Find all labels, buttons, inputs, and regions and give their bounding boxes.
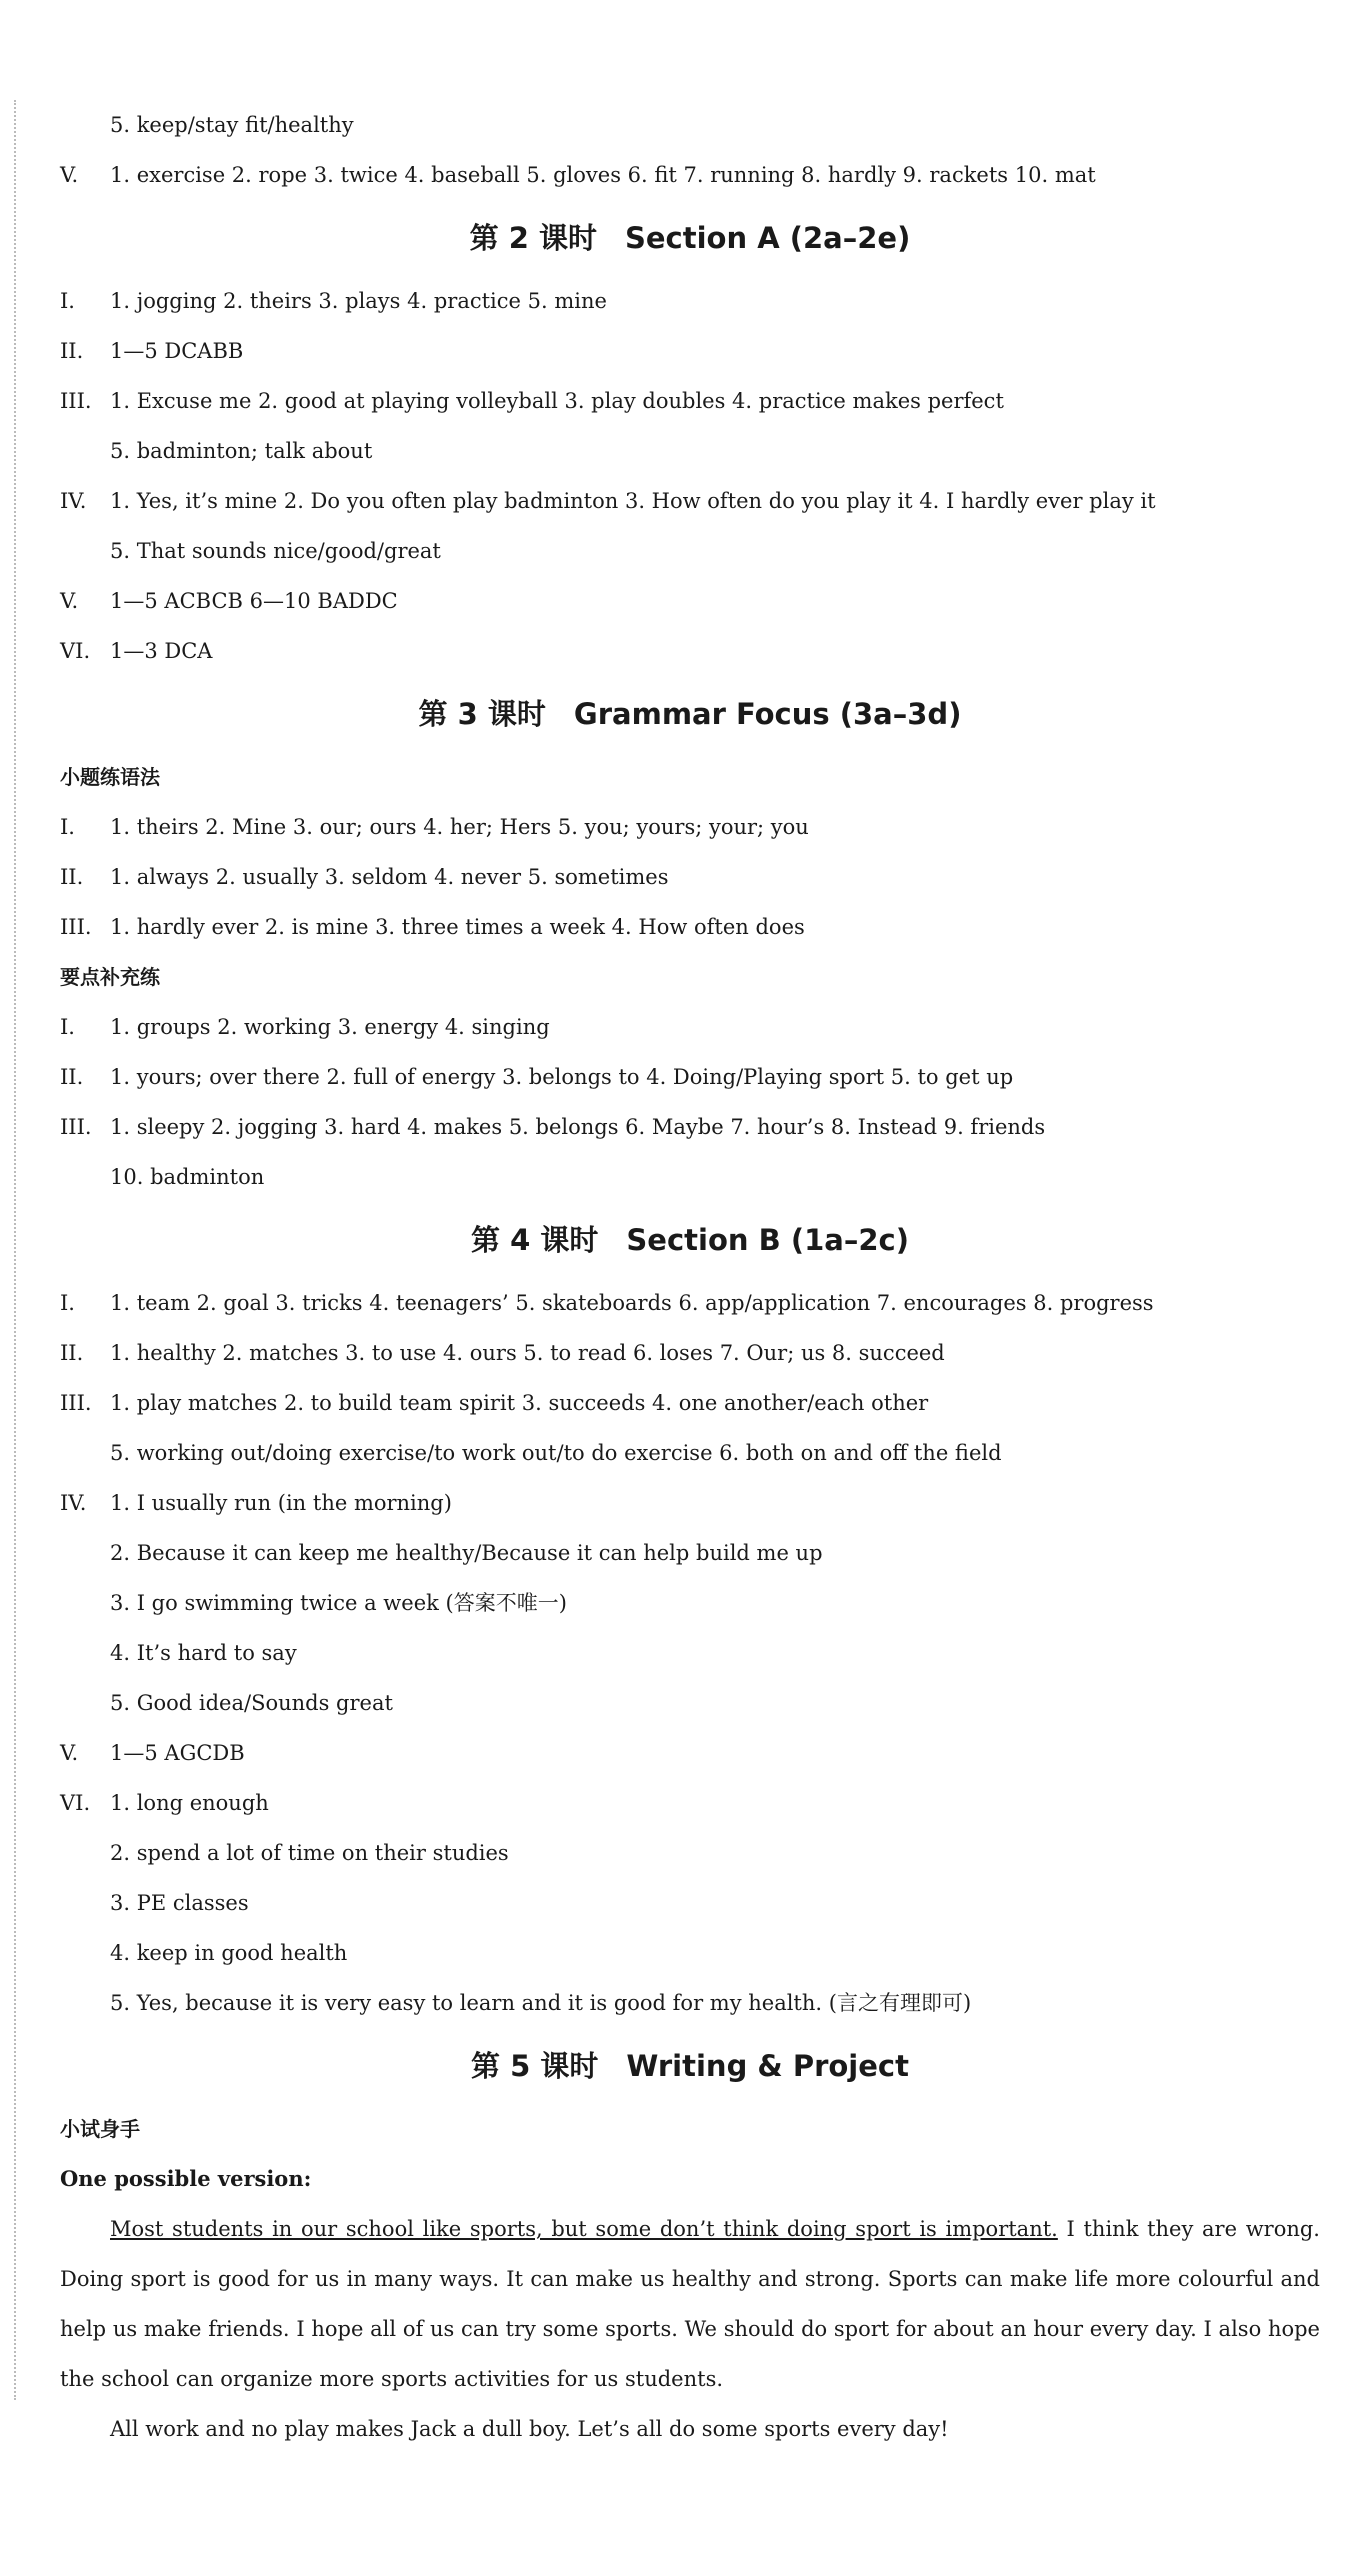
underlined-sentence: Most students in our school like sports, but some don’t think doing sport is important. (110, 2217, 1058, 2241)
answer-line (60, 1328, 1320, 1378)
roman-numeral: II. (60, 339, 84, 363)
lesson-number: 第 4 课时 (471, 1223, 599, 1257)
answer-text: 1. groups 2. working 3. energy 4. singing (110, 1015, 550, 1039)
answer-line: 5. Yes, because it is very easy to learn and it is good for my health. (言之有理即可) (110, 1991, 972, 2015)
answer-line (60, 276, 1320, 326)
lesson-title: Writing & Project (626, 2049, 909, 2083)
version-label: One possible version: (60, 2166, 312, 2191)
answer-line: 4. keep in good health (110, 1941, 348, 1965)
answer-line (60, 1278, 1320, 1328)
roman-numeral: III. (60, 1115, 92, 1139)
roman-numeral: IV. (60, 1491, 87, 1515)
roman-numeral: I. (60, 1015, 75, 1039)
answer-text: 1. team 2. goal 3. tricks 4. teenagers’ 5. skateboards 6. app/application 7. encourages 8. progress (110, 1291, 1154, 1315)
answer-line (60, 852, 1320, 902)
answer-page (60, 100, 1320, 2454)
left-margin-rule (14, 100, 16, 2400)
lesson-3-heading (60, 676, 1320, 752)
lesson-title: Grammar Focus (3a–3d) (573, 697, 962, 731)
answer-text: 1. I usually run (in the morning) (110, 1491, 452, 1515)
answer-text: 1. theirs 2. Mine 3. our; ours 4. her; Hers 5. you; yours; your; you (110, 815, 809, 839)
answer-text: 1—5 ACBCB 6—10 BADDC (110, 589, 398, 613)
lesson-number: 第 5 课时 (471, 2049, 599, 2083)
answer-line: 4. It’s hard to say (110, 1641, 297, 1665)
answer-text: 1. jogging 2. theirs 3. plays 4. practice 5. mine (110, 289, 607, 313)
answer-text: 1. yours; over there 2. full of energy 3. belongs to 4. Doing/Playing sport 5. to get up (110, 1065, 1014, 1089)
subsection-title: 小题练语法 (60, 765, 160, 789)
roman-numeral: II. (60, 1341, 84, 1365)
roman-numeral: I. (60, 1291, 75, 1315)
answer-line: 3. I go swimming twice a week (答案不唯一) (110, 1591, 567, 1615)
roman-numeral: III. (60, 389, 92, 413)
answer-line (60, 1102, 1320, 1152)
answer-line (60, 1052, 1320, 1102)
answer-text: 1. exercise 2. rope 3. twice 4. baseball 5. gloves 6. fit 7. running 8. hardly 9. rackets 10. mat (110, 163, 1096, 187)
answer-line (60, 1378, 1320, 1428)
answer-line: 2. spend a lot of time on their studies (110, 1841, 509, 1865)
answer-line (60, 150, 1320, 200)
answer-line (60, 476, 1320, 526)
answer-line (60, 1002, 1320, 1052)
answer-text: 1. Yes, it’s mine 2. Do you often play badminton 3. How often do you play it 4. I hardly ever play it (110, 489, 1156, 513)
answer-text: 1. always 2. usually 3. seldom 4. never 5. sometimes (110, 865, 669, 889)
subsection-title: 小试身手 (60, 2117, 140, 2141)
roman-numeral: VI. (60, 1791, 91, 1815)
answer-line: 5. working out/doing exercise/to work out/to do exercise 6. both on and off the field (110, 1441, 1002, 1465)
roman-numeral: II. (60, 865, 84, 889)
roman-numeral: V. (60, 589, 79, 613)
answer-line: 10. badminton (110, 1165, 265, 1189)
subsection-title: 要点补充练 (60, 965, 160, 989)
answer-text: 1. play matches 2. to build team spirit 3. succeeds 4. one another/each other (110, 1391, 929, 1415)
essay-text: I think they are wrong. Doing sport is good for us in many ways. It can make us healthy and strong. Sports can make life more colourful and help us make friends. I hope all of us can try some sports. We should do sport for about an hour every day. I also hope the school can organize more sports activities for us students. (60, 2217, 1320, 2391)
answer-line: 5. badminton; talk about (110, 439, 373, 463)
answer-line (60, 326, 1320, 376)
lesson-5-heading (60, 2028, 1320, 2104)
answer-text: 1. long enough (110, 1791, 269, 1815)
roman-numeral: I. (60, 289, 75, 313)
answer-line (60, 576, 1320, 626)
roman-numeral: IV. (60, 489, 87, 513)
answer-line (60, 1478, 1320, 1528)
roman-numeral: III. (60, 1391, 92, 1415)
roman-numeral: VI. (60, 639, 91, 663)
answer-text: 1—5 AGCDB (110, 1741, 245, 1765)
answer-line: 5. That sounds nice/good/great (110, 539, 441, 563)
lesson-title: Section A (2a–2e) (625, 221, 911, 255)
answer-text: 1. healthy 2. matches 3. to use 4. ours 5. to read 6. loses 7. Our; us 8. succeed (110, 1341, 945, 1365)
answer-line (60, 626, 1320, 676)
answer-line (60, 1778, 1320, 1828)
answer-line (60, 1728, 1320, 1778)
answer-line (60, 802, 1320, 852)
answer-line: 5. keep/stay fit/healthy (110, 113, 354, 137)
lesson-2-heading (60, 200, 1320, 276)
answer-text: 1. hardly ever 2. is mine 3. three times a week 4. How often does (110, 915, 805, 939)
roman-numeral: II. (60, 1065, 84, 1089)
answer-text: 1—5 DCABB (110, 339, 244, 363)
lesson-number: 第 2 课时 (469, 221, 597, 255)
answer-line (60, 902, 1320, 952)
answer-line (60, 376, 1320, 426)
answer-line: 3. PE classes (110, 1891, 249, 1915)
roman-numeral: III. (60, 915, 92, 939)
answer-line: 2. Because it can keep me healthy/Because it can help build me up (110, 1541, 823, 1565)
roman-numeral: V. (60, 163, 79, 187)
essay-paragraph (60, 2204, 1320, 2404)
answer-text: 1—3 DCA (110, 639, 213, 663)
roman-numeral: I. (60, 815, 75, 839)
answer-line: 5. Good idea/Sounds great (110, 1691, 393, 1715)
lesson-number: 第 3 课时 (418, 697, 546, 731)
answer-text: 1. Excuse me 2. good at playing volleyball 3. play doubles 4. practice makes perfect (110, 389, 1004, 413)
lesson-4-heading (60, 1202, 1320, 1278)
roman-numeral: V. (60, 1741, 79, 1765)
essay-paragraph: All work and no play makes Jack a dull boy. Let’s all do some sports every day! (110, 2417, 949, 2441)
lesson-title: Section B (1a–2c) (626, 1223, 909, 1257)
answer-text: 1. sleepy 2. jogging 3. hard 4. makes 5. belongs 6. Maybe 7. hour’s 8. Instead 9. friends (110, 1115, 1046, 1139)
